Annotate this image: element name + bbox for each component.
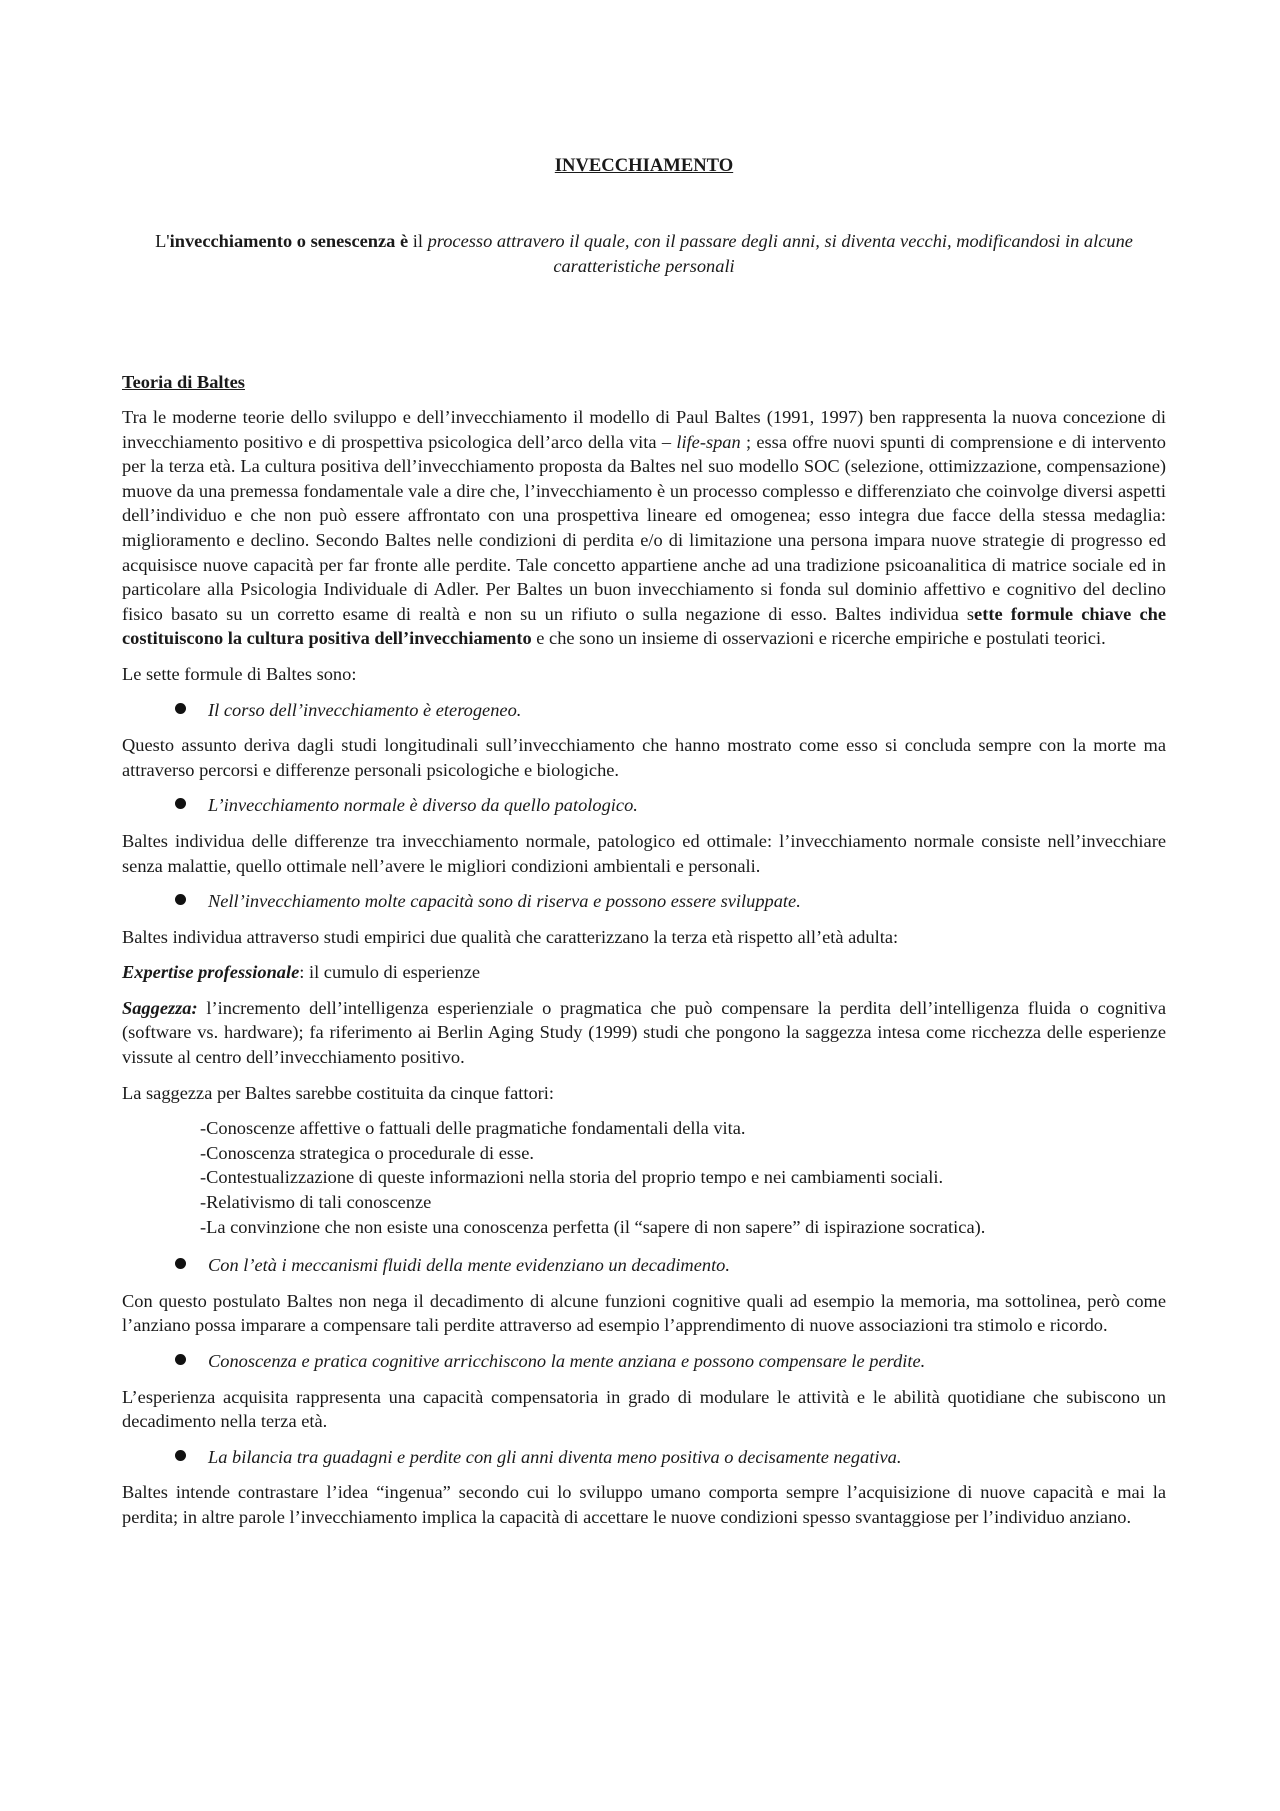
formulas-intro: Le sette formule di Baltes sono: <box>122 663 357 684</box>
bullet-text: Nell’invecchiamento molte capacità sono di riserva e possono essere sviluppate. <box>208 891 801 912</box>
intro-text-b: ; essa offre nuovi spunti di comprensione e di intervento per la terza età. La cultura positiva dell’invecchiamento proposta da Baltes nel suo modello SOC (selezione, ottimizzazione, compensazione) muove da una premessa fondamentale vale a dire che, l’invecchiamento è un processo complesso e differenziato che coinvolge diversi aspetti dell’individuo e che non può essere affrontato con una prospettiva lineare ed omogenea; esso integra due facce della stessa medaglia: miglioramento e declino. Secondo Baltes nelle condizioni di perdita e/o di limitazione una persona impara nuove strategie di progresso ed acquisisce nuove capacità per far fronte alle perdite. Tale concetto appartiene anche ad una tradizione psicoanalitica di matrice sociale ed in particolare alla Psicologia Individuale di Adler. Per Baltes un buon invecchiamento si fonda sul dominio affettivo e cognitivo del declino fisico basato su un corretto esame di realtà e non su un rifiuto o sulla negazione di esso. Baltes individua s <box>122 431 1167 624</box>
section-title: Teoria di Baltes <box>122 372 245 392</box>
bullet-icon <box>175 1258 186 1269</box>
intro-italic-term: life-span <box>676 431 741 452</box>
expertise-text: : il cumulo di esperienze <box>299 962 481 983</box>
paragraph: Con questo postulato Baltes non nega il decadimento di alcune funzioni cognitive quali ad esempio la memoria, ma sottolinea, però come l’anziano possa imparare a compensare tali perdite attraverso ad esempio l’apprendimento di nuove associazioni tra stimolo e ricordo. <box>122 1290 1166 1336</box>
bullet-icon <box>175 1354 186 1365</box>
bullet-icon <box>175 798 186 809</box>
definition-connector: il <box>408 231 428 251</box>
paragraph: Baltes individua attraverso studi empirici due qualità che caratterizzano la terza età rispetto all’età adulta: <box>122 926 899 947</box>
list-item <box>122 1349 1166 1374</box>
paragraph: Baltes individua delle differenze tra invecchiamento normale, patologico ed ottimale: l’invecchiamento normale consiste nell’invecchiare senza malattie, quello ottimale nell’avere le migliori condizioni ambientali e personali. <box>122 830 1166 876</box>
document-title: INVECCHIAMENTO <box>554 155 734 176</box>
list-item <box>122 889 1166 914</box>
document-body <box>122 405 1166 1541</box>
intro-text-a: Tra le moderne teorie dello sviluppo e dell’invecchiamento il modello di Paul Baltes (1991, 1997) ben rappresenta la nuova concezione di invecchiamento positivo e di prospettiva psicologica dell’arco della vita – <box>122 407 1166 452</box>
bullet-text: Il corso dell’invecchiamento è eterogeneo. <box>208 699 522 720</box>
list-item <box>122 698 1166 723</box>
factor-item: -Relativismo di tali conoscenze <box>200 1192 432 1213</box>
bullet-icon <box>175 703 186 714</box>
bullet-text: Conoscenza e pratica cognitive arricchiscono la mente anziana e possono compensare le perdite. <box>208 1351 926 1371</box>
definition-paragraph <box>122 229 1166 279</box>
saggezza-text: l’incremento dell’intelligenza esperienziale o pragmatica che può compensare la perdita dell’intelligenza fluida o cognitiva (software vs. hardware); fa riferimento ai Berlin Aging Study (1999) studi che pongono la saggezza intesa come ricchezza delle esperienze vissute al centro dell’invecchiamento positivo. <box>122 997 1166 1068</box>
bullet-icon <box>175 894 186 905</box>
factors-intro: La saggezza per Baltes sarebbe costituita da cinque fattori: <box>122 1082 554 1103</box>
intro-text-c: e che sono un insieme di osservazioni e ricerche empiriche e postulati teorici. <box>531 628 1106 649</box>
expertise-term: Expertise professionale <box>122 962 300 983</box>
definition-prefix: L' <box>155 231 170 251</box>
list-item <box>122 793 1166 818</box>
list-item <box>122 1253 1166 1278</box>
paragraph: Questo assunto deriva dagli studi longitudinali sull’invecchiamento che hanno mostrato come esso si concluda sempre con la morte ma attraverso percorsi e differenze personali psicologiche e biologiche. <box>122 735 1166 780</box>
factor-item: -Conoscenze affettive o fattuali delle pragmatiche fondamentali della vita. <box>200 1118 746 1139</box>
bullet-text: Con l’età i meccanismi fluidi della mente evidenziano un decadimento. <box>208 1255 730 1276</box>
intro-paragraph <box>122 405 1166 651</box>
factor-item: -Conoscenza strategica o procedurale di esse. <box>200 1142 534 1163</box>
saggezza-term: Saggezza: <box>122 997 198 1018</box>
bullet-text: L’invecchiamento normale è diverso da quello patologico. <box>208 795 638 816</box>
intro-bold-text: ette formule chiave che costituiscono la cultura positiva dell’invecchiamento <box>122 603 1166 649</box>
paragraph: L’esperienza acquisita rappresenta una capacità compensatoria in grado di modulare le attività e le abilità quotidiane che subiscono un decadimento nella terza età. <box>122 1386 1166 1432</box>
bullet-icon <box>175 1450 186 1461</box>
bullet-text: La bilancia tra guadagni e perdite con gli anni diventa meno positiva o decisamente negativa. <box>208 1446 902 1467</box>
expertise-paragraph <box>122 960 1166 985</box>
factor-item: -Contestualizzazione di queste informazioni nella storia del proprio tempo e nei cambiamenti sociali. <box>200 1167 944 1188</box>
saggezza-paragraph <box>122 996 1166 1070</box>
definition-term: invecchiamento o senescenza è <box>169 231 409 251</box>
paragraph: Baltes intende contrastare l’idea “ingenua” secondo cui lo sviluppo umano comporta sempre l’acquisizione di nuove capacità e mai la perdita; in altre parole l’invecchiamento implica la capacità di accettare le nuove condizioni spesso svantaggiose per l’individuo anziano. <box>122 1482 1166 1527</box>
definition-text: processo attravero il quale, con il passare degli anni, si diventa vecchi, modificandosi in alcune caratteristiche personali <box>427 231 1133 276</box>
list-item <box>122 1445 1166 1470</box>
factors-list <box>200 1116 1166 1239</box>
factor-item: -La convinzione che non esiste una conoscenza perfetta (il “sapere di non sapere” di ispirazione socratica). <box>200 1216 986 1237</box>
